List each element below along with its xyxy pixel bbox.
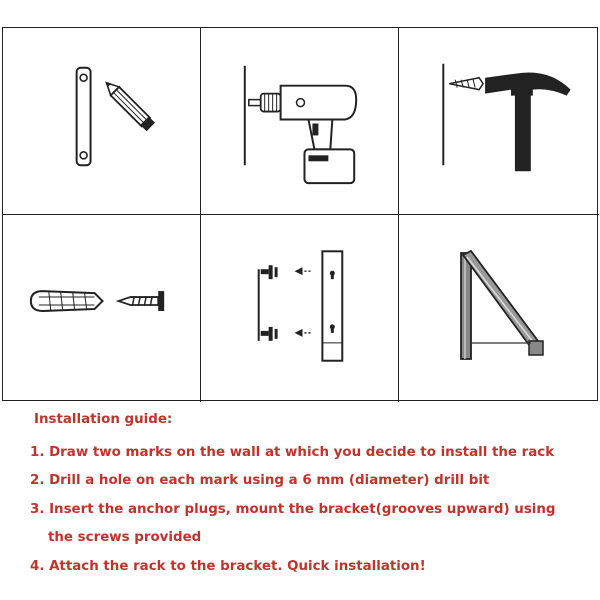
panel-rack-svg	[399, 215, 599, 402]
folded-rack-icon	[461, 251, 543, 359]
pencil-icon	[102, 78, 155, 131]
screw-icon	[118, 291, 164, 311]
instruction-grid	[2, 27, 598, 401]
guide-step-1: 1. Draw two marks on the wall at which you decide to install the rack	[30, 445, 555, 460]
panel-hammer-svg	[399, 28, 599, 214]
panel-drill-svg	[201, 28, 398, 214]
arrow-icon	[295, 267, 313, 275]
guide-title: Installation guide:	[34, 412, 173, 427]
cordless-drill-icon	[249, 86, 356, 183]
guide-step-2: 2. Drill a hole on each mark using a 6 mm (diameter) drill bit	[30, 473, 490, 488]
screw-icon	[261, 265, 278, 279]
anchor-plug-icon	[449, 78, 483, 90]
panel-plug-screw	[3, 215, 201, 402]
arrow-icon	[295, 329, 313, 337]
panel-plug-screw-svg	[3, 215, 200, 402]
panel-hammer-plug	[399, 28, 599, 215]
hammer-icon	[485, 72, 571, 171]
guide-step-4: 4. Attach the rack to the bracket. Quick installation!	[30, 559, 426, 574]
bracket-icon	[77, 68, 91, 165]
guide-step-3: 3. Insert the anchor plugs, mount the bracket(grooves upward) using	[30, 502, 556, 517]
guide-step-3-continued: the screws provided	[48, 530, 202, 545]
panel-mount-bracket	[201, 215, 399, 402]
anchor-plug-icon	[31, 291, 103, 311]
bracket-icon	[322, 251, 342, 360]
panel-mark-svg	[3, 28, 200, 214]
panel-attach-rack	[399, 215, 599, 402]
screw-icon	[261, 327, 278, 341]
panel-drill-hole	[201, 28, 399, 215]
panel-mark-wall	[3, 28, 201, 215]
panel-mount-svg	[201, 215, 398, 402]
